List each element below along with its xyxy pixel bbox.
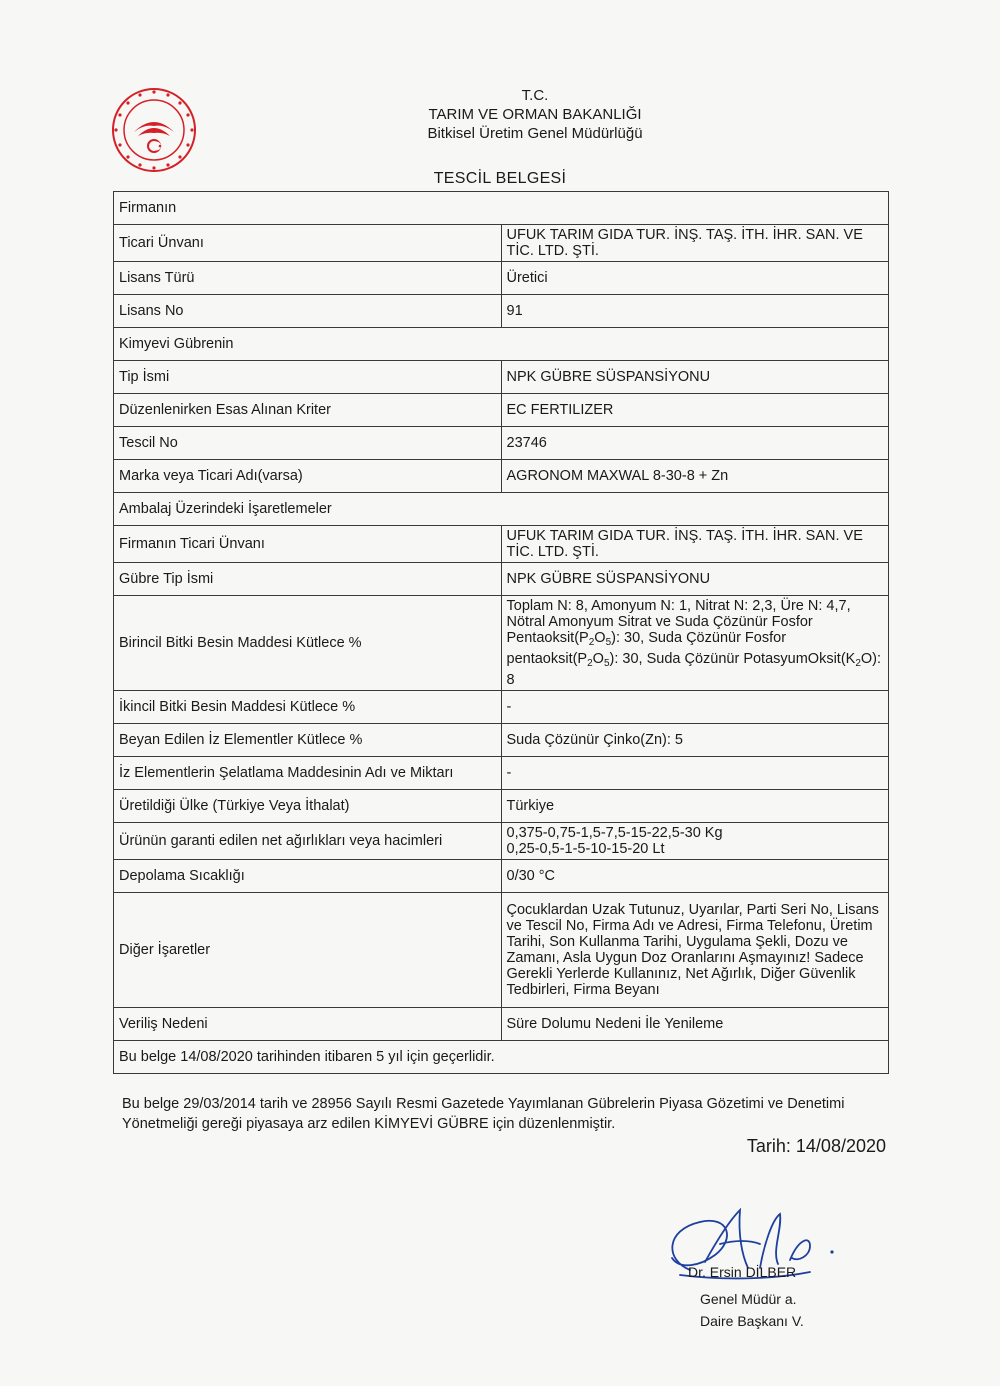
value-gubre-tip: NPK GÜBRE SÜSPANSİYONU <box>501 563 889 596</box>
value-iz-element: Suda Çözünür Çinko(Zn): 5 <box>501 724 889 757</box>
signatory-role-line1: Genel Müdür a. <box>700 1291 797 1307</box>
label-tescil-no: Tescil No <box>114 427 502 460</box>
label-ulke: Üretildiği Ülke (Türkiye Veya İthalat) <box>114 790 502 823</box>
header <box>380 86 690 143</box>
label-selat: İz Elementlerin Şelatlama Maddesinin Adı ve Miktarı <box>114 757 502 790</box>
value-ikincil: - <box>501 691 889 724</box>
label-lisans-no: Lisans No <box>114 295 502 328</box>
value-birincil: Toplam N: 8, Amonyum N: 1, Nitrat N: 2,3, Üre N: 4,7, Nötral Amonyum Sitrat ve Suda Çözünür Fosfor $Pentaoksit(P_2O_5)$: 30, Suda Çözünür Fosfor $pentaoksit(P_2O_5)$: 30, Suda Çözünür $PotasyumOksit(K_2O)$: 8 <box>501 596 889 691</box>
value-tip-ismi: NPK GÜBRE SÜSPANSİYONU <box>501 361 889 394</box>
value-agirlik <box>501 823 889 860</box>
value-ulke: Türkiye <box>501 790 889 823</box>
value-verilis: Süre Dolumu Nedeni İle Yenileme <box>501 1008 889 1041</box>
value-lisans-no: 91 <box>501 295 889 328</box>
label-iz-element: Beyan Edilen İz Elementler Kütlece % <box>114 724 502 757</box>
value-kriter: EC FERTILIZER <box>501 394 889 427</box>
signatory-role <box>700 1288 804 1332</box>
value-diger: Çocuklardan Uzak Tutunuz, Uyarılar, Parti Seri No, Lisans ve Tescil No, Firma Adı ve Adresi, Firma Telefonu, Üretim Tarihi, Son Kullanma Tarihi, Uygulama Şekli, Dozu ve Zamanı, Asla Uygun Doz Oranlarını Aşmayınız! Sadece Gerekli Yerlerde Kullanınız, Net Ağırlık, Diğer Güvenlik Tedbirleri, Firma Beyanı <box>501 893 889 1008</box>
value-ticari-unvan: UFUK TARIM GIDA TUR. İNŞ. TAŞ. İTH. İHR. SAN. VE TİC. LTD. ŞTİ. <box>501 225 889 262</box>
registration-table <box>113 191 889 1074</box>
label-birincil: Birincil Bitki Besin Maddesi Kütlece % <box>114 596 502 691</box>
label-kriter: Düzenlenirken Esas Alınan Kriter <box>114 394 502 427</box>
value-selat: - <box>501 757 889 790</box>
section-firma: Firmanın <box>114 192 889 225</box>
issue-date: Tarih: 14/08/2020 <box>746 1136 886 1156</box>
value-agirlik-lt: 0,25-0,5-1-5-10-15-20 Lt <box>506 841 665 857</box>
ministry-seal-icon <box>110 86 198 174</box>
regulation-note: Bu belge 29/03/2014 tarih ve 28956 Sayılı Resmi Gazetede Yayımlanan Gübrelerin Piyasa Gözetimi ve Denetimi Yönetmeliği gereği piyasaya arz edilen KİMYEVİ GÜBRE için düzenlenmiştir. <box>122 1096 845 1132</box>
label-diger: Diğer İşaretler <box>114 893 502 1008</box>
document-title: TESCİL BELGESİ <box>433 170 567 187</box>
header-line1: T.C. <box>521 87 549 104</box>
header-line2: TARIM VE ORMAN BAKANLIĞI <box>428 106 642 123</box>
value-agirlik-kg: 0,375-0,75-1,5-7,5-15-22,5-30 Kg <box>506 825 723 841</box>
section-ambalaj: Ambalaj Üzerindeki İşaretlemeler <box>114 493 889 526</box>
label-firma-unvan: Firmanın Ticari Ünvanı <box>114 526 502 563</box>
value-lisans-turu: Üretici <box>501 262 889 295</box>
label-ticari-unvan: Ticari Ünvanı <box>114 225 502 262</box>
label-verilis: Veriliş Nedeni <box>114 1008 502 1041</box>
label-gubre-tip: Gübre Tip İsmi <box>114 563 502 596</box>
label-lisans-turu: Lisans Türü <box>114 262 502 295</box>
label-tip-ismi: Tip İsmi <box>114 361 502 394</box>
validity-note: Bu belge 14/08/2020 tarihinden itibaren 5 yıl için geçerlidir. <box>114 1041 889 1074</box>
value-tescil-no: 23746 <box>501 427 889 460</box>
value-depolama: 0/30 °C <box>501 860 889 893</box>
label-agirlik: Ürünün garanti edilen net ağırlıkları veya hacimleri <box>114 823 502 860</box>
label-ikincil: İkincil Bitki Besin Maddesi Kütlece % <box>114 691 502 724</box>
value-marka: AGRONOM MAXWAL 8-30-8 + Zn <box>501 460 889 493</box>
label-depolama: Depolama Sıcaklığı <box>114 860 502 893</box>
section-gubre: Kimyevi Gübrenin <box>114 328 889 361</box>
signatory-name: Dr. Ersin DİLBER <box>688 1264 797 1280</box>
label-marka: Marka veya Ticari Adı(varsa) <box>114 460 502 493</box>
header-line3: Bitkisel Üretim Genel Müdürlüğü <box>427 125 643 142</box>
signatory-role-line2: Daire Başkanı V. <box>700 1313 804 1329</box>
value-firma-unvan: UFUK TARIM GIDA TUR. İNŞ. TAŞ. İTH. İHR. SAN. VE TİC. LTD. ŞTİ. <box>501 526 889 563</box>
